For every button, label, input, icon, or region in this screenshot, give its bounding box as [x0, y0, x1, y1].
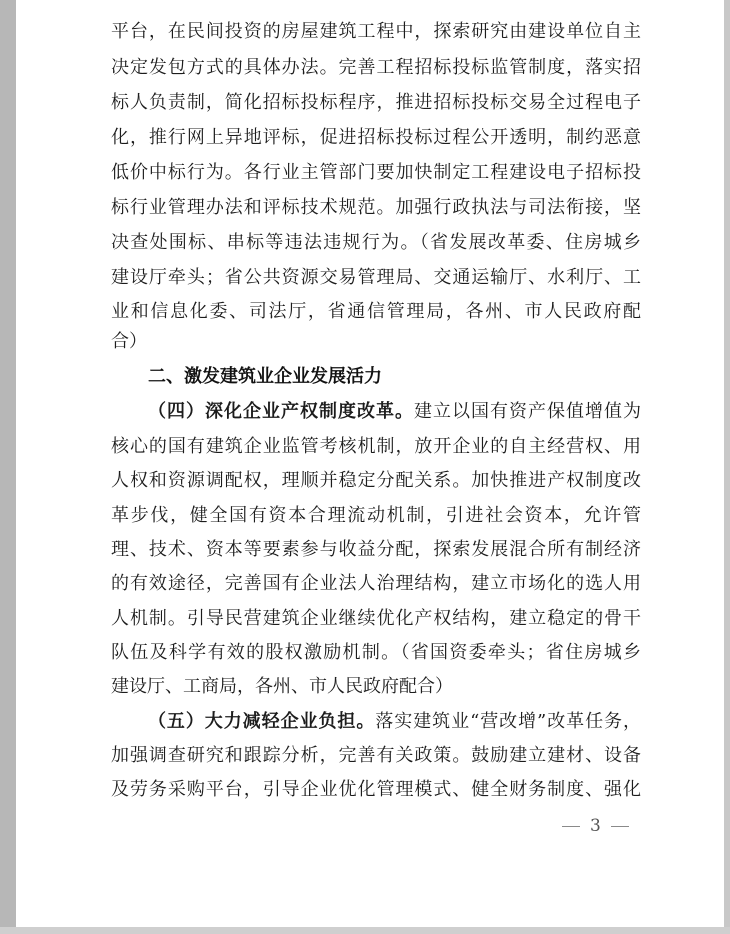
- footer-dash-right: [611, 826, 629, 827]
- para4-line-8: 队伍及科学有效的股权激励机制。（省国资委牵头；省住房城乡: [111, 642, 641, 663]
- text-line-2: 决定发包方式的具体办法。完善工程招标投标监管制度，落实招: [111, 57, 641, 78]
- para5-first-line: [111, 707, 641, 737]
- para4-title: （四）深化企业产权制度改革。: [147, 401, 414, 422]
- para4-line-3: 人权和资源调配权，理顺并稳定分配关系。加快推进产权制度改: [111, 470, 641, 491]
- para5-first-rest: 落实建筑业“营改增”改革任务，: [375, 711, 642, 732]
- bottom-margin-bar: [0, 927, 730, 934]
- text-line-6: 标行业管理办法和评标技术规范。加强行政执法与司法衔接，坚: [111, 197, 641, 218]
- text-line-10: 合）: [111, 331, 147, 352]
- left-margin-bar: [0, 0, 16, 934]
- para5-line-2: 加强调查研究和跟踪分析，完善有关政策。鼓励建立建材、设备: [111, 745, 641, 766]
- text-line-4: 化，推行网上异地评标，促进招标投标过程公开透明，制约恶意: [111, 127, 641, 148]
- text-line-5: 低价中标行为。各行业主管部门要加快制定工程建设电子招标投: [111, 162, 641, 183]
- para5-title: （五）大力减轻企业负担。: [147, 711, 376, 732]
- para4-line-4: 革步伐，健全国有资本合理流动机制，引进社会资本，允许管: [111, 505, 641, 526]
- text-line-8: 建设厅牵头；省公共资源交易管理局、交通运输厅、水利厅、工: [111, 267, 641, 288]
- right-margin-bar: [724, 0, 730, 934]
- para4-first-rest: 建立以国有资产保值增值为: [414, 401, 641, 422]
- para4-line-9: 建设厅、工商局，各州、市人民政府配合）: [111, 676, 453, 697]
- text-line-7: 决查处围标、串标等违法违规行为。（省发展改革委、住房城乡: [111, 232, 641, 253]
- para5-line-3: 及劳务采购平台，引导企业优化管理模式、健全财务制度、强化: [111, 779, 641, 800]
- para4-line-7: 人机制。引导民营建筑企业继续优化产权结构，建立稳定的骨干: [111, 608, 641, 629]
- text-line-9: 业和信息化委、司法厅，省通信管理局，各州、市人民政府配: [111, 301, 641, 322]
- para4-first-line: [111, 397, 641, 427]
- para4-line-5: 理、技术、资本等要素参与收益分配，探索发展混合所有制经济: [111, 539, 641, 560]
- text-line-1: 平台，在民间投资的房屋建筑工程中，探索研究由建设单位自主: [111, 21, 641, 42]
- para4-line-6: 的有效途径，完善国有企业法人治理结构，建立市场化的选人用: [111, 573, 641, 594]
- footer-dash-left: [562, 826, 580, 827]
- para4-line-2: 核心的国有建筑企业监管考核机制，放开企业的自主经营权、用: [111, 436, 641, 457]
- page-number-footer: [562, 813, 629, 839]
- page-number: 3: [590, 816, 601, 836]
- text-line-3: 标人负责制，简化招标投标程序，推进招标投标交易全过程电子: [111, 92, 641, 113]
- section-heading: 二、激发建筑业企业发展活力: [148, 366, 382, 387]
